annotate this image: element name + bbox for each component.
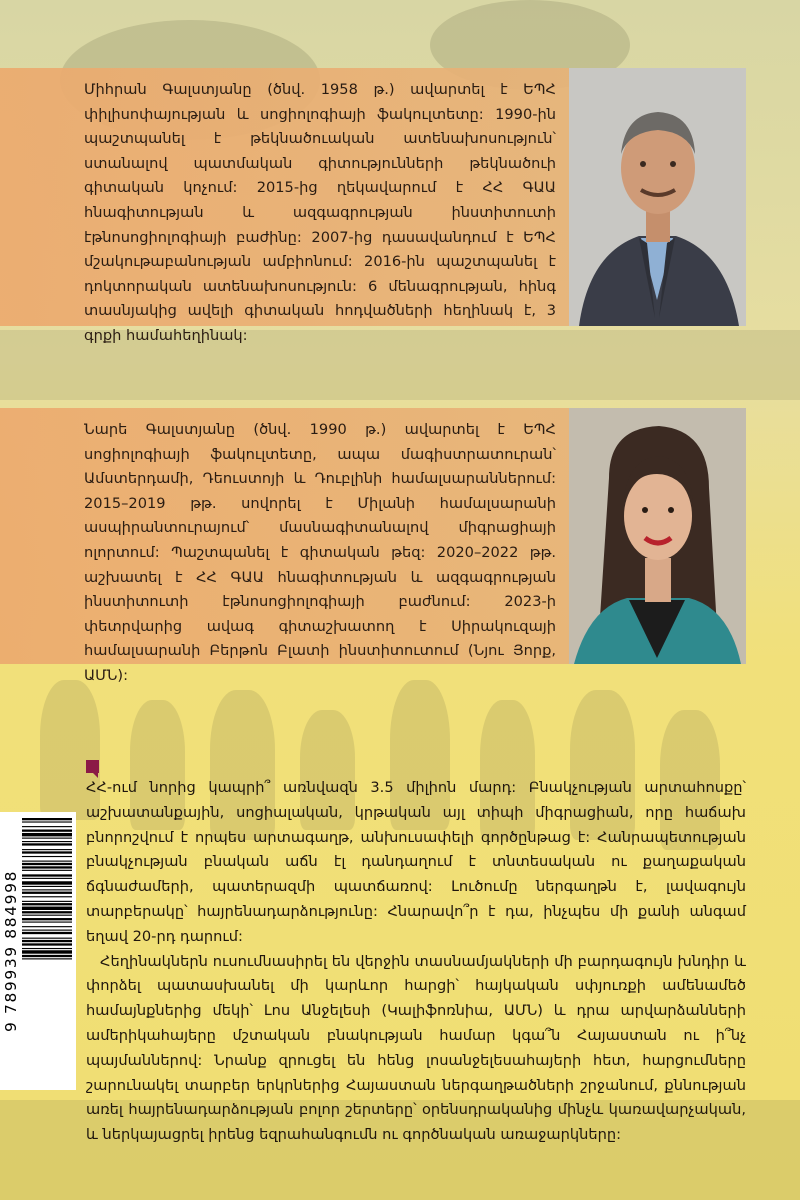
annotation-paragraph: ՀՀ-ում նորից կապրի՞ առնվազն 3.5 միլիոն մարդ: Բնակչության արտահոսքը՝ աշխատանքային, սոցիալական, կրթական այլ տիպի միգրացիան, որը հաճախ բնորոշվում է որպես արտագաղթ, անխուսափելի գործընթաց է: Հանրապետության բնակչության բնական աճն էլ դանդաղում է տնտեսական ու քաղաքական ճգնաժամերի, պատերազմի պատճառով: Լուծումը ներգաղթն է, լավագույն տարբերակը՝ հայրենադարձությունը: Հնարավո՞ր է դա, ինչպես մի քանի անգամ եղավ 20-րդ դարում: <box>86 779 746 945</box>
isbn-barcode <box>0 812 76 1090</box>
quote-marker-icon <box>86 760 99 773</box>
isbn-digits: 9 789939 884998 <box>2 869 20 1033</box>
author-bio-2 <box>0 408 800 684</box>
author-bio-text: Միհրան Գալստյանը (ծնվ. 1958 թ.) ավարտել է ԵՊՀ փիլիսոփայության և սոցիոլոգիայի ֆակուլտետը: 1990-ին պաշտպանել է թեկնածուական ատենախոսություն՝ ստանալով պատմական գիտությունների թեկնածուի գիտական կոչում: 2015-ից ղեկավարում է ՀՀ ԳԱԱ հնագիտության և ազգագրության ինստիտուտի էթնոսոցիոլոգիայի բաժինը: 2007-ից դասավանդում է ԵՊՀ մշակութաբանության ամբիոնում: 2016-ին պաշտպանել է դոկտորական ատենախոսություն: 6 մենագրության, հինգ տասնյակից ավելի գիտական հոդվածների հեղինակ է, 3 գրքի համահեղինակ: <box>84 81 556 344</box>
book-annotation <box>86 776 746 1148</box>
author-photo <box>569 408 746 664</box>
barcode-bars <box>22 818 72 1084</box>
author-photo <box>569 68 746 326</box>
author-bio-text: Նարե Գալստյանը (ծնվ. 1990 թ.) ավարտել է ԵՊՀ սոցիոլոգիայի ֆակուլտետը, ապա մագիստրատուրան՝ Ամստերդամի, Դեուստոյի և Դուբլինի համալսարաններում: 2015–2019 թթ. սովորել է Միլանի համալսարանի ասպիրանտուրայում՝ մասնագիտանալով միգրացիայի ոլորտում: Պաշտպանել է գիտական թեզ: 2020–2022 թթ. աշխատել է ՀՀ ԳԱԱ հնագիտության և ազգագրության ինստիտուտի էթնոսոցիոլոգիայի բաժնում: 2023-ի փետրվարից ավագ գիտաշխատող է Սիրակուզայի համալսարանի Բերթոն Բլատի ինստիտուտում (Նյու Յորք, ԱՄՆ): <box>84 421 556 684</box>
author-bio-1 <box>0 68 800 344</box>
annotation-paragraph: Հեղինակներն ուսումնասիրել են վերջին տասնամյակների մի բարդագույն խնդիր և փորձել պատասխանել մի կարևոր հարցի՝ հայկական սփյուռքի ամենամեծ համայնքներից մեկի՝ Լոս Անջելեսի (Կալիֆոռնիա, ԱՄՆ) և դրա արվարձանների ամերիկահայերը մշտական բնակության համար կգա՞ն Հայաստան ու ի՞նչ պայմաններով: Նրանք զրուցել են հենց լոսանջելեսահայերի հետ, հարցումները շարունակել տարբեր երկրներից Հայաստան ներգաղթածների շրջանում, քննության առել հայրենադարձության բոլոր շերտերը՝ օրենսդրականից մինչև կառավարչական, և ներկայացրել իրենց եզրահանգումն ու գործնական առաջարկները: <box>86 952 746 1144</box>
